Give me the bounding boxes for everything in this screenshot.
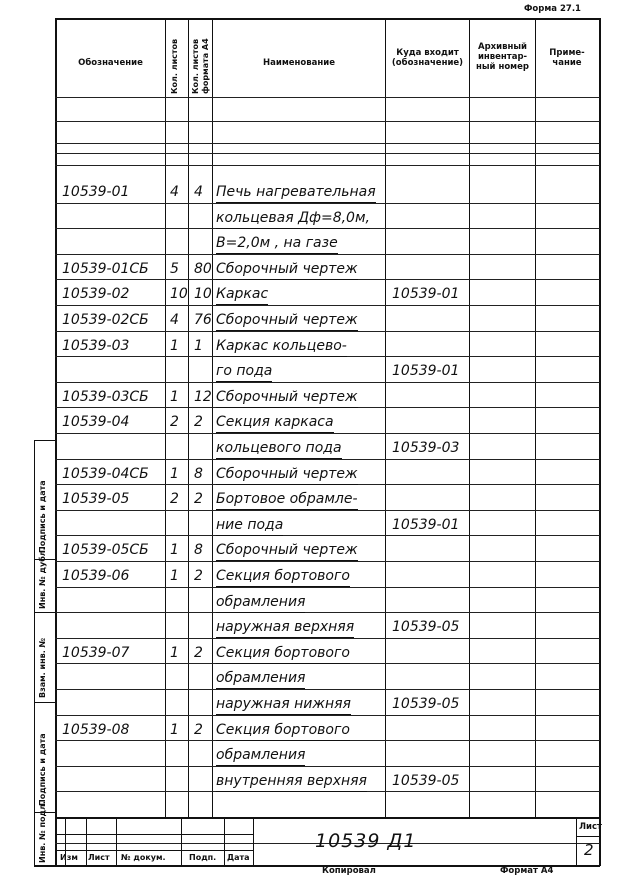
- row-a4-count: 1: [194, 338, 203, 354]
- row-a4-count: 76: [194, 312, 212, 328]
- row-line: [55, 689, 600, 690]
- header-archive-no: Архивный инвентар-ный номер: [476, 42, 529, 72]
- row-name: Каркас кольцево-: [216, 336, 347, 357]
- tb-sheet-label: Лист: [88, 853, 110, 862]
- row-where-used: 10539-05: [392, 619, 460, 635]
- frame-left: [55, 18, 57, 866]
- row-sheet-count: 1: [170, 722, 179, 738]
- row-name: обрамления: [216, 592, 305, 613]
- tb-date-label: Дата: [227, 853, 250, 862]
- row-name: обрамления: [216, 668, 305, 689]
- row-where-used: 10539-01: [392, 517, 460, 533]
- side-stamp-inv-orig: Инв. № подл.: [38, 801, 47, 863]
- row-sheet-count: 1: [170, 466, 179, 482]
- row-a4-count: 2: [194, 491, 203, 507]
- header-name: Наименование: [263, 58, 335, 68]
- row-name: кольцевого пода: [216, 438, 342, 459]
- row-where-used: 10539-05: [392, 696, 460, 712]
- row-name: Секция бортового: [216, 643, 350, 664]
- header-sheet-count: Кол. листов: [170, 38, 179, 94]
- row-line: [55, 510, 600, 511]
- row-designation: 10539-07: [62, 645, 130, 661]
- row-name: ние пода: [216, 515, 283, 536]
- row-sheet-count: 10: [170, 286, 188, 302]
- header-designation: Обозначение: [78, 58, 143, 68]
- row-line: [55, 638, 600, 639]
- row-sheet-count: 1: [170, 568, 179, 584]
- side-stamp-outer-line: [34, 440, 35, 866]
- row-designation: 10539-01: [62, 184, 130, 200]
- tb-col-c: [116, 817, 117, 865]
- row-name: Сборочный чертеж: [216, 310, 358, 331]
- row-name: Секция каркаса: [216, 412, 334, 433]
- col-line-5: [469, 18, 470, 818]
- tb-col-b: [86, 817, 87, 865]
- row-sheet-count: 1: [170, 645, 179, 661]
- header-a4-count-line2: формата А4: [201, 38, 210, 94]
- row-line: [55, 382, 600, 383]
- row-a4-count: 4: [194, 184, 203, 200]
- tb-col-f: [253, 817, 254, 865]
- row-sheet-count: 5: [170, 261, 179, 277]
- row-sheet-count: 1: [170, 389, 179, 405]
- header-where-used: Куда входит (обозначение): [391, 48, 464, 68]
- tb-doc-code: 10539 Д1: [315, 830, 417, 852]
- row-designation: 10539-03: [62, 338, 130, 354]
- row-name: Сборочный чертеж: [216, 387, 358, 408]
- row-a4-count: 10: [194, 286, 212, 302]
- row-line: [55, 331, 600, 332]
- row-name: кольцевая Дф=8,0м,: [216, 208, 370, 229]
- header-a4-count-line1: Кол. листов: [191, 38, 200, 94]
- row-sheet-count: 4: [170, 312, 179, 328]
- row-name: го пода: [216, 361, 272, 382]
- tb-sheet-number: 2: [584, 841, 594, 859]
- side-stamp-top: [34, 440, 56, 441]
- tb-rev-label: Изм: [60, 853, 78, 862]
- row-line: [55, 254, 600, 255]
- row-designation: 10539-05СБ: [62, 542, 149, 558]
- row-line: [55, 305, 600, 306]
- row-line: [55, 535, 600, 536]
- tb-sign-label: Подп.: [189, 853, 217, 862]
- side-stamp-sign-date-1: Подпись и дата: [38, 480, 47, 553]
- row-line: [55, 433, 600, 434]
- header-note: Приме-чание: [549, 48, 585, 68]
- row-line: [55, 143, 600, 144]
- footer-format: Формат А4: [500, 866, 554, 876]
- row-name: В=2,0м , на газе: [216, 233, 338, 254]
- row-line: [55, 153, 600, 154]
- row-designation: 10539-02: [62, 286, 130, 302]
- row-designation: 10539-04СБ: [62, 466, 149, 482]
- row-line: [55, 97, 600, 98]
- row-name: Секция бортового: [216, 566, 350, 587]
- frame-top: [55, 18, 600, 20]
- row-name: внутренняя верхняя: [216, 771, 367, 792]
- row-designation: 10539-02СБ: [62, 312, 149, 328]
- row-name: Сборочный чертеж: [216, 259, 358, 280]
- row-name: Сборочный чертеж: [216, 464, 358, 485]
- row-a4-count: 80: [194, 261, 212, 277]
- row-designation: 10539-05: [62, 491, 130, 507]
- row-line: [55, 715, 600, 716]
- row-a4-count: 2: [194, 568, 203, 584]
- col-line-4: [385, 18, 386, 818]
- row-a4-count: 2: [194, 722, 203, 738]
- col-line-6: [535, 18, 536, 818]
- row-line: [55, 203, 600, 204]
- row-name: наружная нижняя: [216, 694, 351, 715]
- side-stamp-sign-date-2: Подпись и дата: [38, 733, 47, 806]
- col-line-2: [188, 18, 189, 818]
- tb-docno-label: № докум.: [121, 853, 166, 862]
- row-sheet-count: 2: [170, 491, 179, 507]
- row-designation: 10539-04: [62, 414, 130, 430]
- row-name: Печь нагревательная: [216, 182, 376, 203]
- row-a4-count: 8: [194, 542, 203, 558]
- tb-col-e: [224, 817, 225, 865]
- side-stamp-replace-inv: Взам. инв. №: [38, 637, 47, 698]
- col-line-3: [212, 18, 213, 818]
- row-line: [55, 165, 600, 166]
- footer-copied: Копировал: [322, 866, 376, 876]
- row-name: Секция бортового: [216, 720, 350, 741]
- row-name: обрамления: [216, 745, 305, 766]
- row-where-used: 10539-05: [392, 773, 460, 789]
- row-name: Каркас: [216, 284, 268, 305]
- row-line: [55, 561, 600, 562]
- row-sheet-count: 4: [170, 184, 179, 200]
- frame-right: [599, 18, 601, 866]
- row-name: Бортовое обрамле-: [216, 489, 358, 510]
- row-name: Сборочный чертеж: [216, 540, 358, 561]
- tb-col-g: [576, 817, 577, 865]
- row-where-used: 10539-01: [392, 363, 460, 379]
- row-where-used: 10539-01: [392, 286, 460, 302]
- row-where-used: 10539-03: [392, 440, 460, 456]
- side-stamp-inv-dup: Инв. № дубл.: [38, 547, 47, 609]
- row-a4-count: 12: [194, 389, 212, 405]
- row-a4-count: 2: [194, 414, 203, 430]
- row-line: [55, 121, 600, 122]
- row-line: [55, 587, 600, 588]
- row-designation: 10539-03СБ: [62, 389, 149, 405]
- row-designation: 10539-01СБ: [62, 261, 149, 277]
- tb-sheet-sep: [576, 836, 600, 837]
- row-name: наружная верхняя: [216, 617, 354, 638]
- row-line: [55, 612, 600, 613]
- row-sheet-count: 1: [170, 338, 179, 354]
- form-label: Форма 27.1: [524, 4, 581, 14]
- row-designation: 10539-06: [62, 568, 130, 584]
- row-sheet-count: 2: [170, 414, 179, 430]
- title-block-top: [55, 817, 600, 819]
- tb-sheet-title: Лист: [579, 822, 602, 832]
- row-a4-count: 8: [194, 466, 203, 482]
- col-line-1: [165, 18, 166, 818]
- row-a4-count: 2: [194, 645, 203, 661]
- tb-col-d: [181, 817, 182, 865]
- row-line: [55, 459, 600, 460]
- row-sheet-count: 1: [170, 542, 179, 558]
- row-line: [55, 766, 600, 767]
- row-designation: 10539-08: [62, 722, 130, 738]
- side-stamp-sep-3: [34, 702, 56, 703]
- side-stamp-sep-2: [34, 612, 56, 613]
